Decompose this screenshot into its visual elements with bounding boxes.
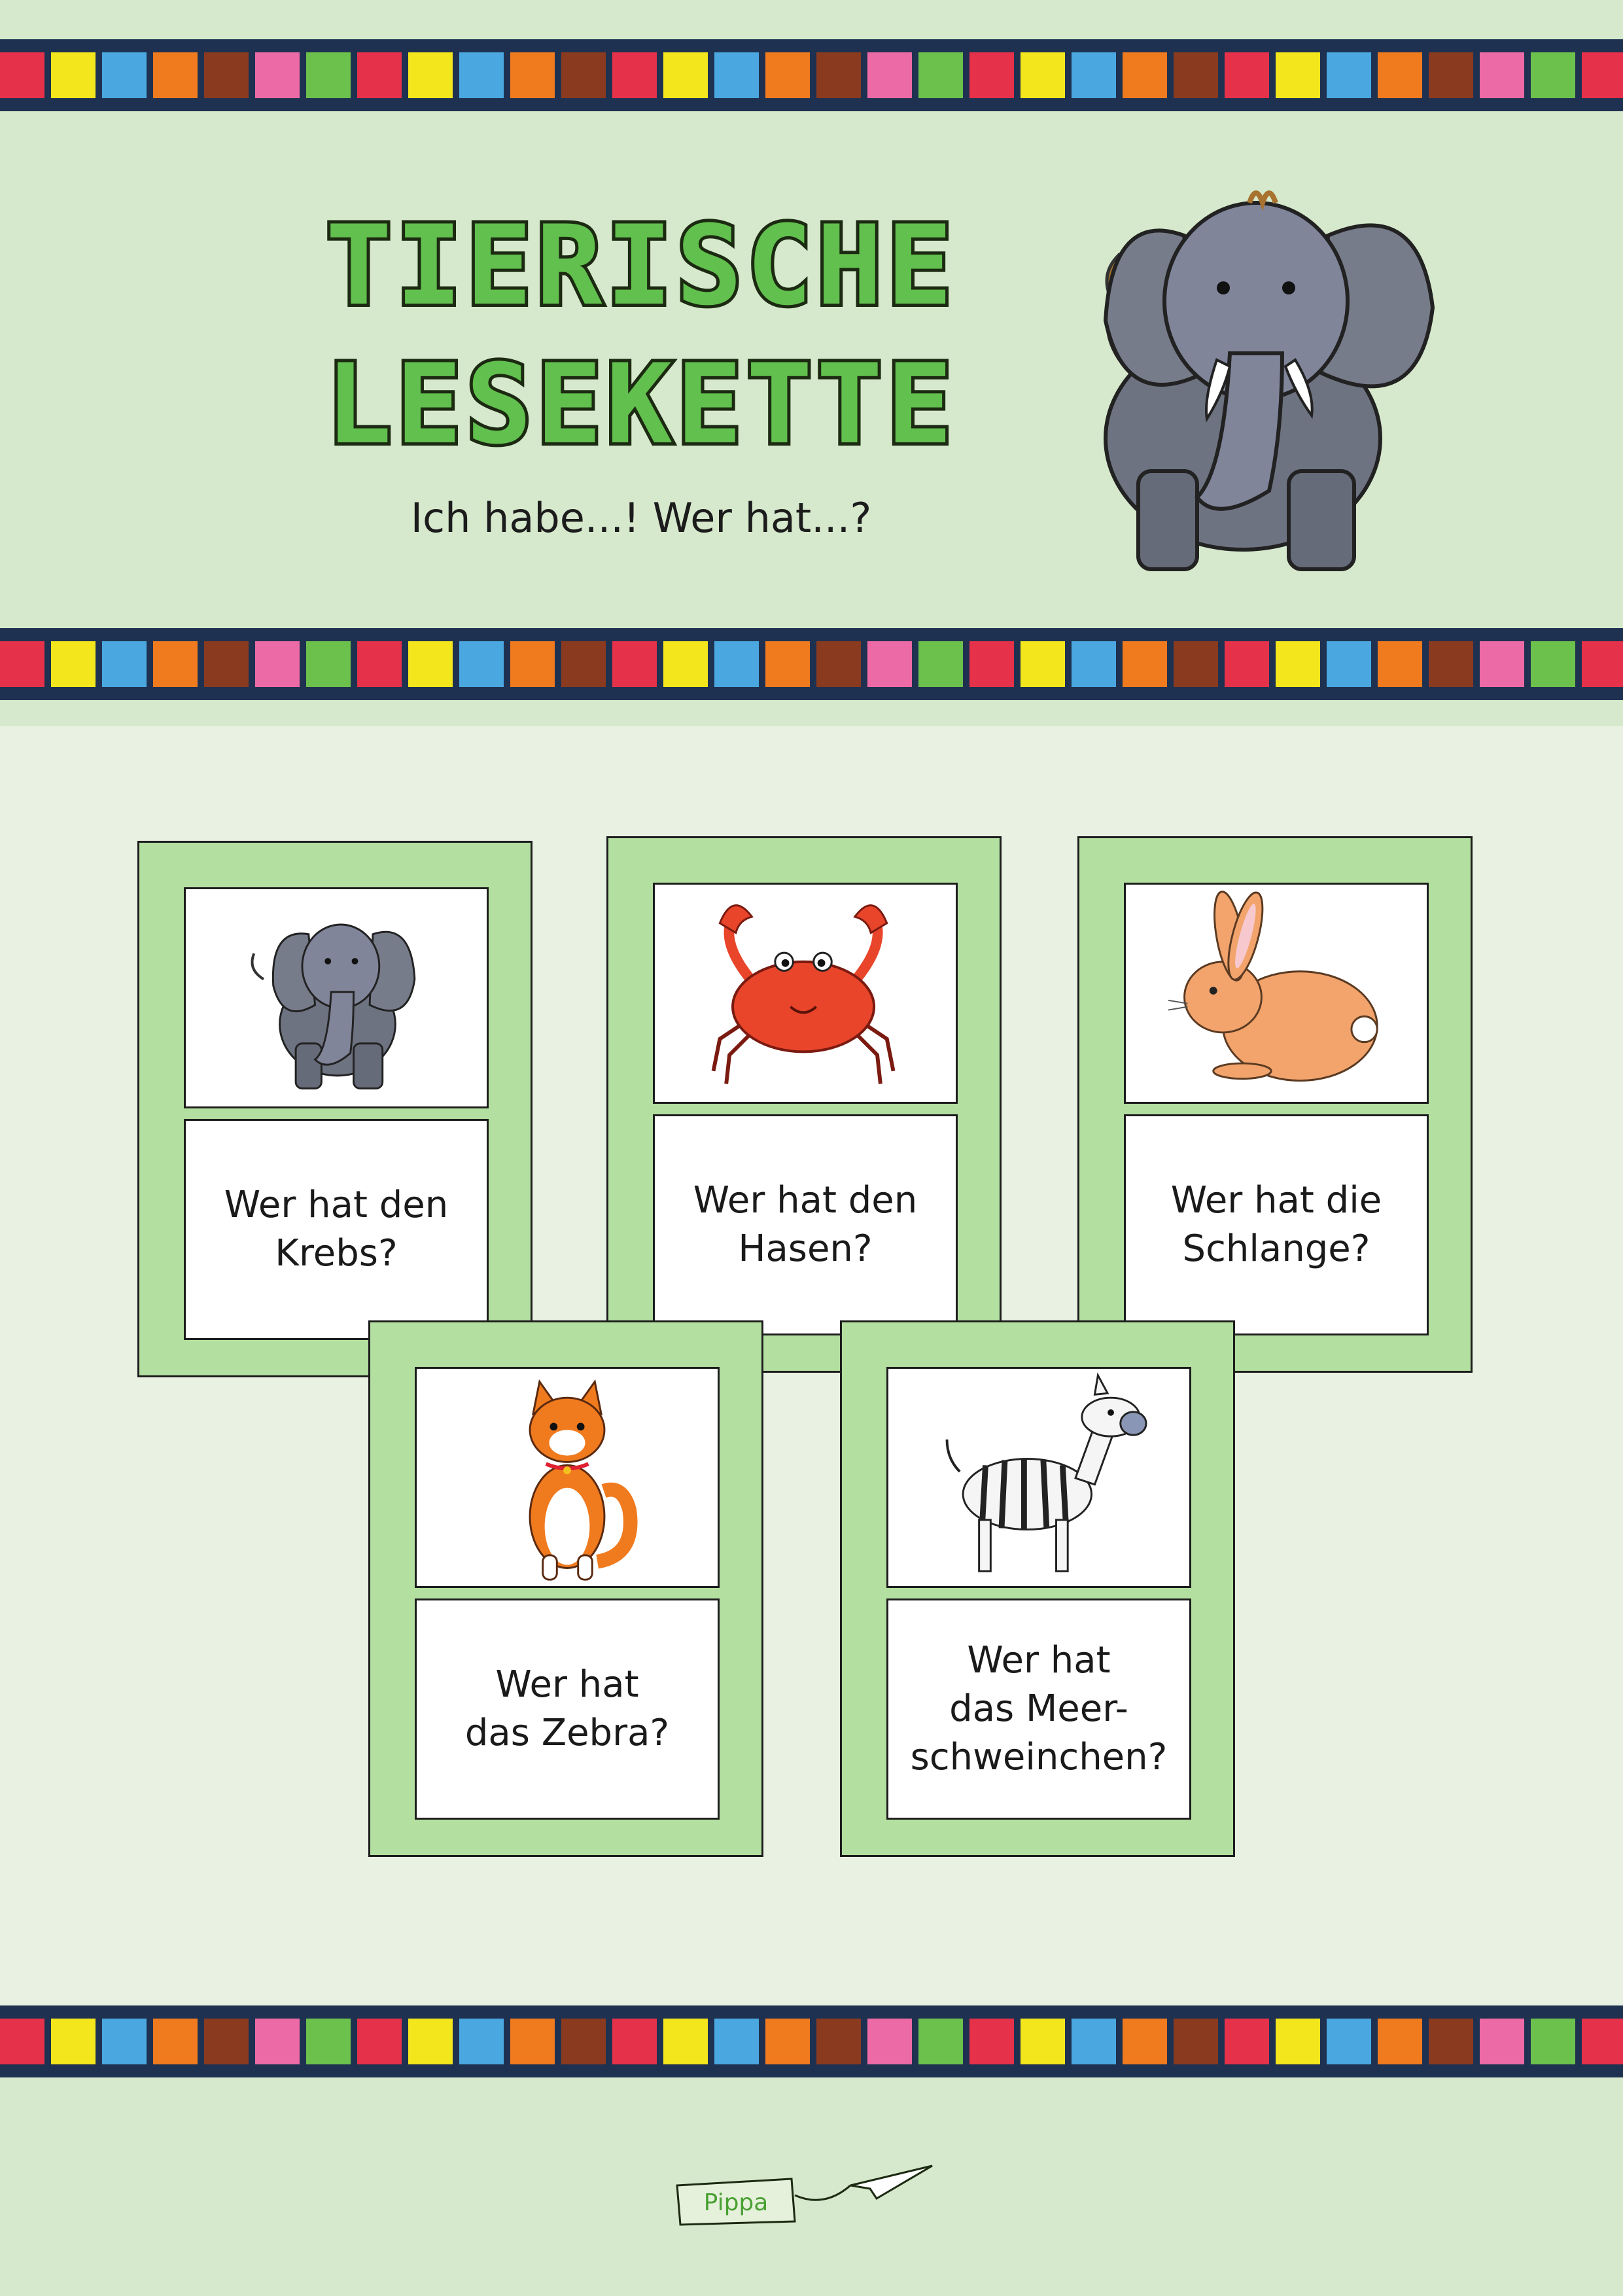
strip-tile	[204, 52, 249, 98]
question-text: Wer hat den Krebs?	[224, 1184, 449, 1275]
strip-tile	[765, 641, 810, 687]
strip-tile	[51, 641, 96, 687]
strip-tile	[1072, 2019, 1116, 2064]
strip-tile	[816, 52, 861, 98]
strip-tile	[51, 52, 96, 98]
strip-tile	[306, 2019, 351, 2064]
paper-plane-icon	[850, 2166, 932, 2199]
strip-tile	[714, 641, 759, 687]
strip-tile	[1378, 641, 1422, 687]
strip-tile	[255, 641, 300, 687]
strip-tile	[510, 52, 555, 98]
strip-tile	[1021, 641, 1065, 687]
card-picture	[415, 1367, 720, 1588]
card-picture	[653, 883, 958, 1104]
strip-tile	[51, 2019, 96, 2064]
strip-tile	[357, 2019, 402, 2064]
strip-tile	[1123, 52, 1167, 98]
strip-tile	[204, 641, 249, 687]
card-cat	[368, 1320, 763, 1857]
middle-decorative-strip	[0, 615, 1623, 713]
strip-tile	[306, 52, 351, 98]
strip-tile	[918, 641, 963, 687]
card-question	[184, 1119, 489, 1340]
card-picture	[886, 1367, 1191, 1588]
strip-tile	[1021, 2019, 1065, 2064]
strip-tile	[255, 2019, 300, 2064]
strip-tile	[561, 641, 606, 687]
strip-tile	[714, 52, 759, 98]
card-picture	[184, 887, 489, 1108]
title-line-2: LESEKETTE	[325, 340, 957, 468]
strip-tile	[969, 2019, 1014, 2064]
strip-tile	[969, 641, 1014, 687]
zebra-icon	[888, 1369, 1189, 1586]
strip-tile	[1072, 52, 1116, 98]
strip-tile	[357, 52, 402, 98]
card-question	[653, 1114, 958, 1335]
strip-tile	[153, 52, 198, 98]
card-crab	[606, 836, 1002, 1373]
strip-tile	[0, 641, 44, 687]
strip-tile	[1429, 641, 1473, 687]
strip-tile	[612, 641, 657, 687]
strip-tile	[102, 52, 147, 98]
strip-tile	[1327, 52, 1371, 98]
strip-tile	[153, 2019, 198, 2064]
strip-tile	[1072, 641, 1116, 687]
card-question	[1124, 1114, 1429, 1335]
strip-tile	[1378, 52, 1422, 98]
strip-tile	[765, 2019, 810, 2064]
strip-tile	[1276, 52, 1320, 98]
strip-tile	[459, 641, 504, 687]
strip-tile	[612, 2019, 657, 2064]
strip-tile	[1582, 641, 1623, 687]
strip-tile	[1480, 641, 1524, 687]
strip-tile	[1531, 641, 1575, 687]
card-picture	[1124, 883, 1429, 1104]
strip-tile	[1582, 52, 1623, 98]
strip-tile	[1327, 641, 1371, 687]
strip-tile	[1480, 52, 1524, 98]
strip-tile	[1225, 641, 1269, 687]
strip-tile	[816, 641, 861, 687]
page-title	[281, 196, 1001, 474]
page-subtitle: Ich habe...! Wer hat...?	[410, 494, 872, 542]
strip-tile	[1225, 2019, 1269, 2064]
question-text: Wer hat die Schlange?	[1170, 1179, 1382, 1270]
strip-tile	[459, 52, 504, 98]
elephant-icon	[186, 889, 487, 1106]
strip-tile	[357, 641, 402, 687]
strip-tile	[1276, 641, 1320, 687]
strip-tile	[1174, 52, 1218, 98]
strip-tile	[816, 2019, 861, 2064]
strip-tile	[0, 2019, 44, 2064]
strip-tile	[1378, 2019, 1422, 2064]
strip-tile	[867, 2019, 912, 2064]
strip-tile	[408, 52, 453, 98]
strip-tile	[1480, 2019, 1524, 2064]
strip-tile	[1021, 52, 1065, 98]
strip-tile	[612, 52, 657, 98]
strip-tile	[867, 52, 912, 98]
strip-tile	[1174, 641, 1218, 687]
strip-tile	[663, 2019, 708, 2064]
strip-tile	[1174, 2019, 1218, 2064]
pippa-logo	[674, 2159, 935, 2231]
card-zebra	[840, 1320, 1235, 1857]
strip-tile	[663, 641, 708, 687]
strip-tile	[408, 2019, 453, 2064]
logo-text: Pippa	[703, 2189, 769, 2216]
cat-icon	[417, 1369, 718, 1586]
strip-tile	[0, 52, 44, 98]
strip-tile	[408, 641, 453, 687]
strip-tile	[1429, 52, 1473, 98]
strip-tile	[204, 2019, 249, 2064]
strip-tile	[510, 641, 555, 687]
strip-tile	[102, 641, 147, 687]
strip-tile	[153, 641, 198, 687]
strip-tile	[459, 2019, 504, 2064]
strip-tile	[510, 2019, 555, 2064]
strip-tile	[1531, 2019, 1575, 2064]
strip-tile	[1123, 641, 1167, 687]
question-text: Wer hat das Zebra?	[464, 1663, 670, 1754]
strip-tile	[918, 52, 963, 98]
question-text: Wer hat den Hasen?	[693, 1179, 918, 1270]
strip-tile	[765, 52, 810, 98]
strip-tile	[867, 641, 912, 687]
card-question	[886, 1598, 1191, 1820]
strip-tile	[1276, 2019, 1320, 2064]
strip-tile	[561, 2019, 606, 2064]
strip-tile	[1582, 2019, 1623, 2064]
strip-tile	[714, 2019, 759, 2064]
card-question	[415, 1598, 720, 1820]
rabbit-icon	[1126, 885, 1427, 1102]
strip-tile	[306, 641, 351, 687]
elephant-hero-icon	[1053, 157, 1472, 576]
strip-tile	[1429, 2019, 1473, 2064]
card-elephant	[137, 841, 532, 1377]
strip-tile	[663, 52, 708, 98]
strip-tile	[1531, 52, 1575, 98]
strip-tile	[255, 52, 300, 98]
title-line-1: TIERISCHE	[325, 202, 957, 330]
strip-tile	[102, 2019, 147, 2064]
bottom-decorative-strip	[0, 1992, 1623, 2091]
card-rabbit	[1077, 836, 1473, 1373]
strip-tile	[561, 52, 606, 98]
question-text: Wer hat das Meer- schweinchen?	[910, 1639, 1168, 1778]
strip-tile	[1225, 52, 1269, 98]
strip-tile	[918, 2019, 963, 2064]
strip-tile	[1327, 2019, 1371, 2064]
top-decorative-strip	[0, 26, 1623, 124]
crab-icon	[655, 885, 956, 1102]
strip-tile	[1123, 2019, 1167, 2064]
strip-tile	[969, 52, 1014, 98]
